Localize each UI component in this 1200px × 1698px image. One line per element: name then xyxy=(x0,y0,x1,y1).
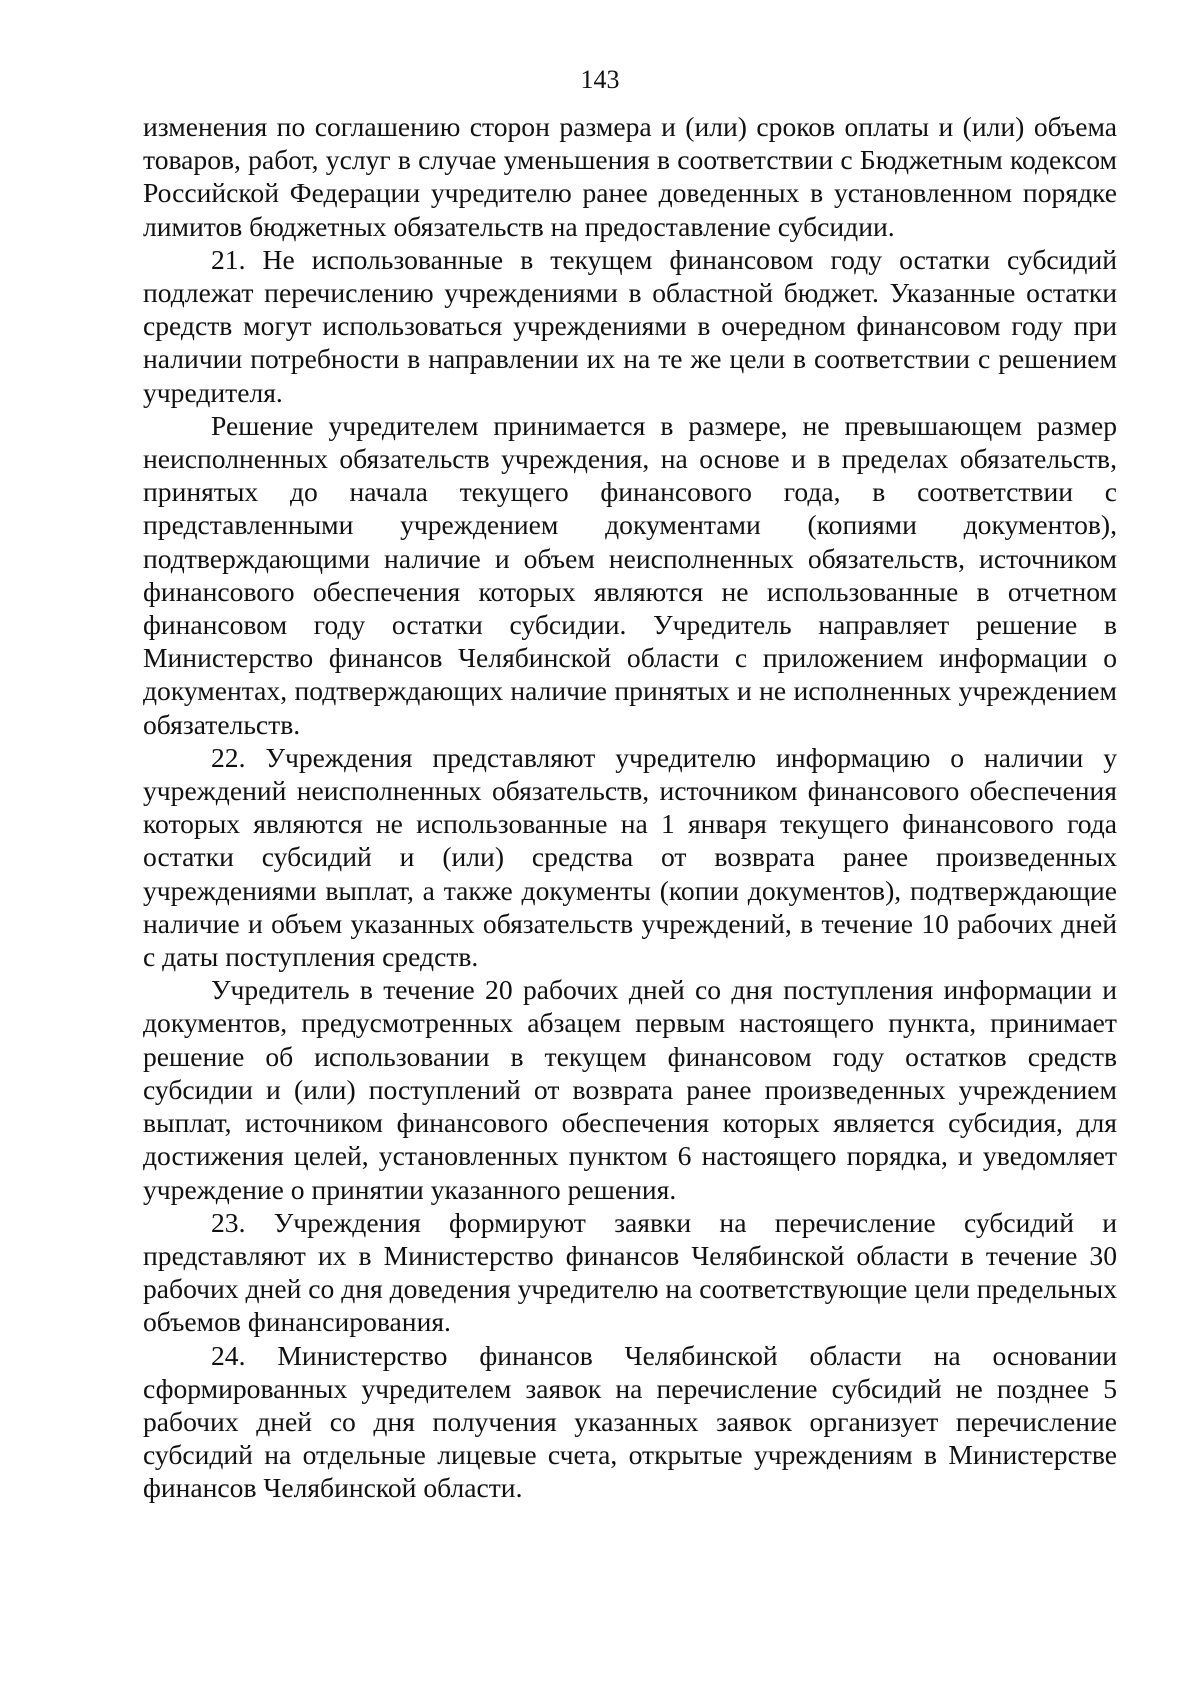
page-number: 143 xyxy=(580,65,620,94)
paragraph-item-21: 21. Не использованные в текущем финансовом году остатки субсидий подлежат перечислению учреждениями в областной бюджет. Указанные остатки средств могут использоваться учреждениями в очередном финансовом году при наличии потребности в направлении их на те же цели в соответствии с решением учредителя. xyxy=(143,243,1117,408)
paragraph-decision: Решение учредителем принимается в размере, не превышающем размер неисполненных обязательств учреждения, на основе и в пределах обязательств, принятых до начала текущего финансового года, в соответствии с представленными учреждением документами (копиями документов), подтверждающими наличие и объем неисполненных обязательств, источником финансового обеспечения которых являются не использованные в отчетном финансовом году остатки субсидии. Учредитель направляет решение в Министерство финансов Челябинской области с приложением информации о документах, подтверждающих наличие принятых и не исполненных учреждением обязательств. xyxy=(143,409,1117,740)
paragraph-item-23: 23. Учреждения формируют заявки на перечисление субсидий и представляют их в Министерство финансов Челябинской области в течение 30 рабочих дней со дня доведения учредителю на соответствующие цели предельных объемов финансирования. xyxy=(143,1206,1117,1338)
paragraph-item-22: 22. Учреждения представляют учредителю информацию о наличии у учреждений неисполненных обязательств, источником финансового обеспечения которых являются не использованные на 1 января текущего финансового года остатки субсидий и (или) средства от возврата ранее произведенных учреждениями выплат, а также документы (копии документов), подтверждающие наличие и объем указанных обязательств учреждений, в течение 10 рабочих дней с даты поступления средств. xyxy=(143,741,1117,973)
paragraph-founder: Учредитель в течение 20 рабочих дней со дня поступления информации и документов, предусмотренных абзацем первым настоящего пункта, принимает решение об использовании в текущем финансовом году остатков средств субсидии и (или) поступлений от возврата ранее произведенных учреждением выплат, источником финансового обеспечения которых является субсидия, для достижения целей, установленных пунктом 6 настоящего порядка, и уведомляет учреждение о принятии указанного решения. xyxy=(143,974,1117,1205)
document-body xyxy=(143,110,1117,1505)
paragraph-continuation: изменения по соглашению сторон размера и (или) сроков оплаты и (или) объема товаров, работ, услуг в случае уменьшения в соответствии с Бюджетным кодексом Российской Федерации учредителю ранее доведенных в установленном порядке лимитов бюджетных обязательств на предоставление субсидии. xyxy=(143,111,1117,242)
paragraph-item-24: 24. Министерство финансов Челябинской области на основании сформированных учредителем заявок на перечисление субсидий не позднее 5 рабочих дней со дня получения указанных заявок организует перечисление субсидий на отдельные лицевые счета, открытые учреждениям в Министерстве финансов Челябинской области. xyxy=(143,1339,1117,1504)
